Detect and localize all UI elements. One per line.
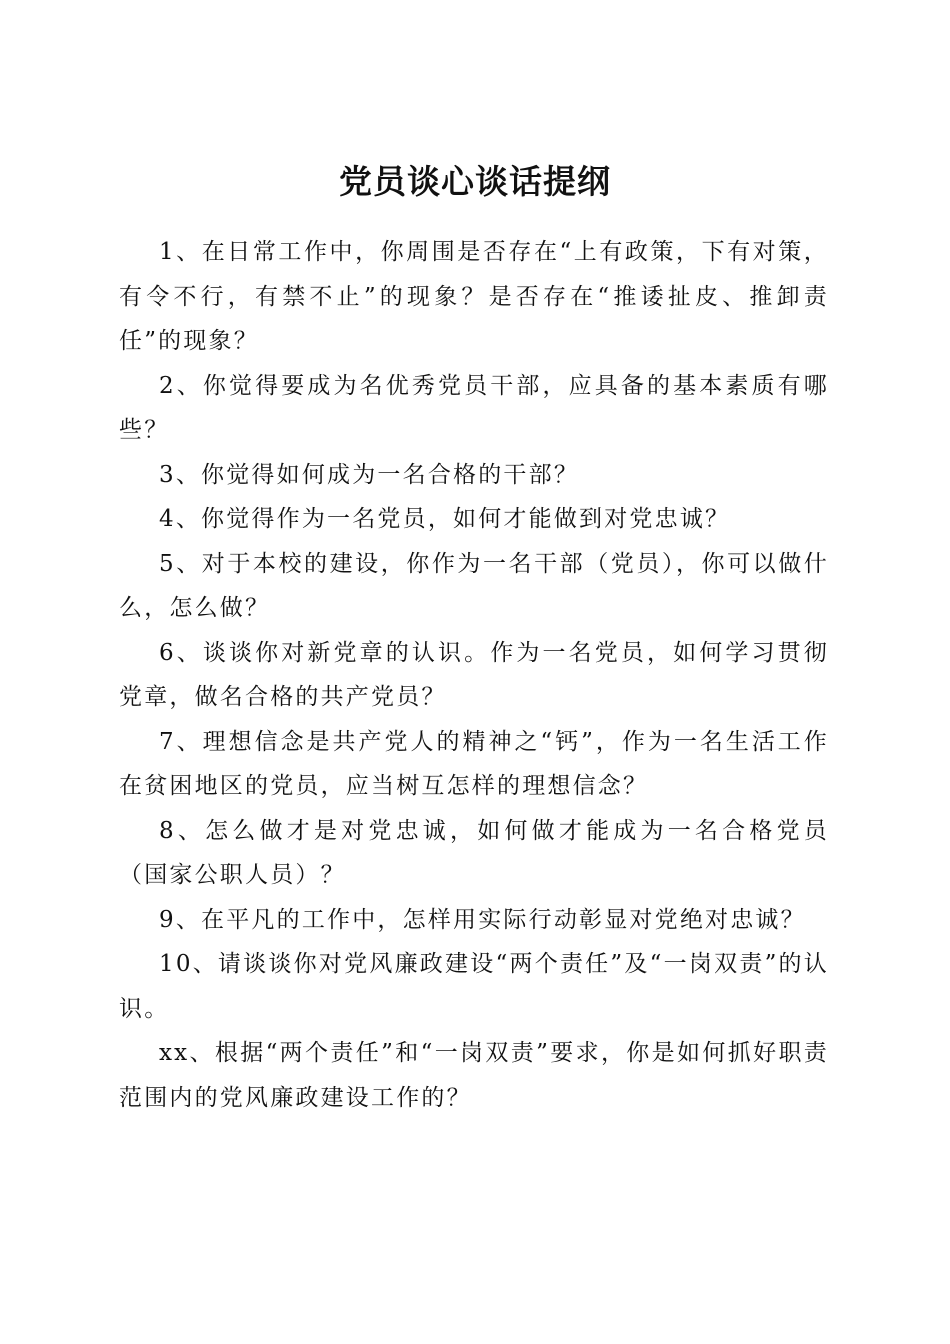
- question-8: 8、怎么做才是对党忠诚，如何做才能成为一名合格党员（国家公职人员）？: [119, 817, 829, 888]
- question-6: 6、谈谈你对新党章的认识。作为一名党员，如何学习贯彻党章，做名合格的共产党员？: [119, 639, 829, 710]
- question-2: 2、你觉得要成为名优秀党员干部，应具备的基本素质有哪些？: [119, 372, 829, 443]
- question-4: 4、你觉得作为一名党员，如何才能做到对党忠诚？: [159, 506, 731, 532]
- question-xx: xx、根据“两个责任”和“一岗双责”要求，你是如何抓好职责范围内的党风廉政建设工作的？: [119, 1040, 829, 1111]
- question-3: 3、你觉得如何成为一名合格的干部？: [159, 461, 580, 488]
- question-1: 1、在日常工作中，你周围是否存在“上有政策，下有对策，有令不行，有禁不止”的现象？是否存在“推诿扯皮、推卸责任”的现象？: [119, 239, 829, 354]
- question-10: 10、请谈谈你对党风廉政建设“两个责任”及“一岗双责”的认识。: [119, 951, 829, 1022]
- page-title: 党员谈心谈话提纲: [339, 162, 611, 202]
- question-list: [119, 230, 829, 1120]
- question-5: 5、对于本校的建设，你作为一名干部（党员），你可以做什么，怎么做？: [119, 550, 829, 621]
- question-9: 9、在平凡的工作中，怎样用实际行动彰显对党绝对忠诚？: [159, 906, 806, 933]
- question-7: 7、理想信念是共产党人的精神之“钙”，作为一名生活工作在贫困地区的党员，应当树互怎样的理想信念？: [119, 728, 829, 799]
